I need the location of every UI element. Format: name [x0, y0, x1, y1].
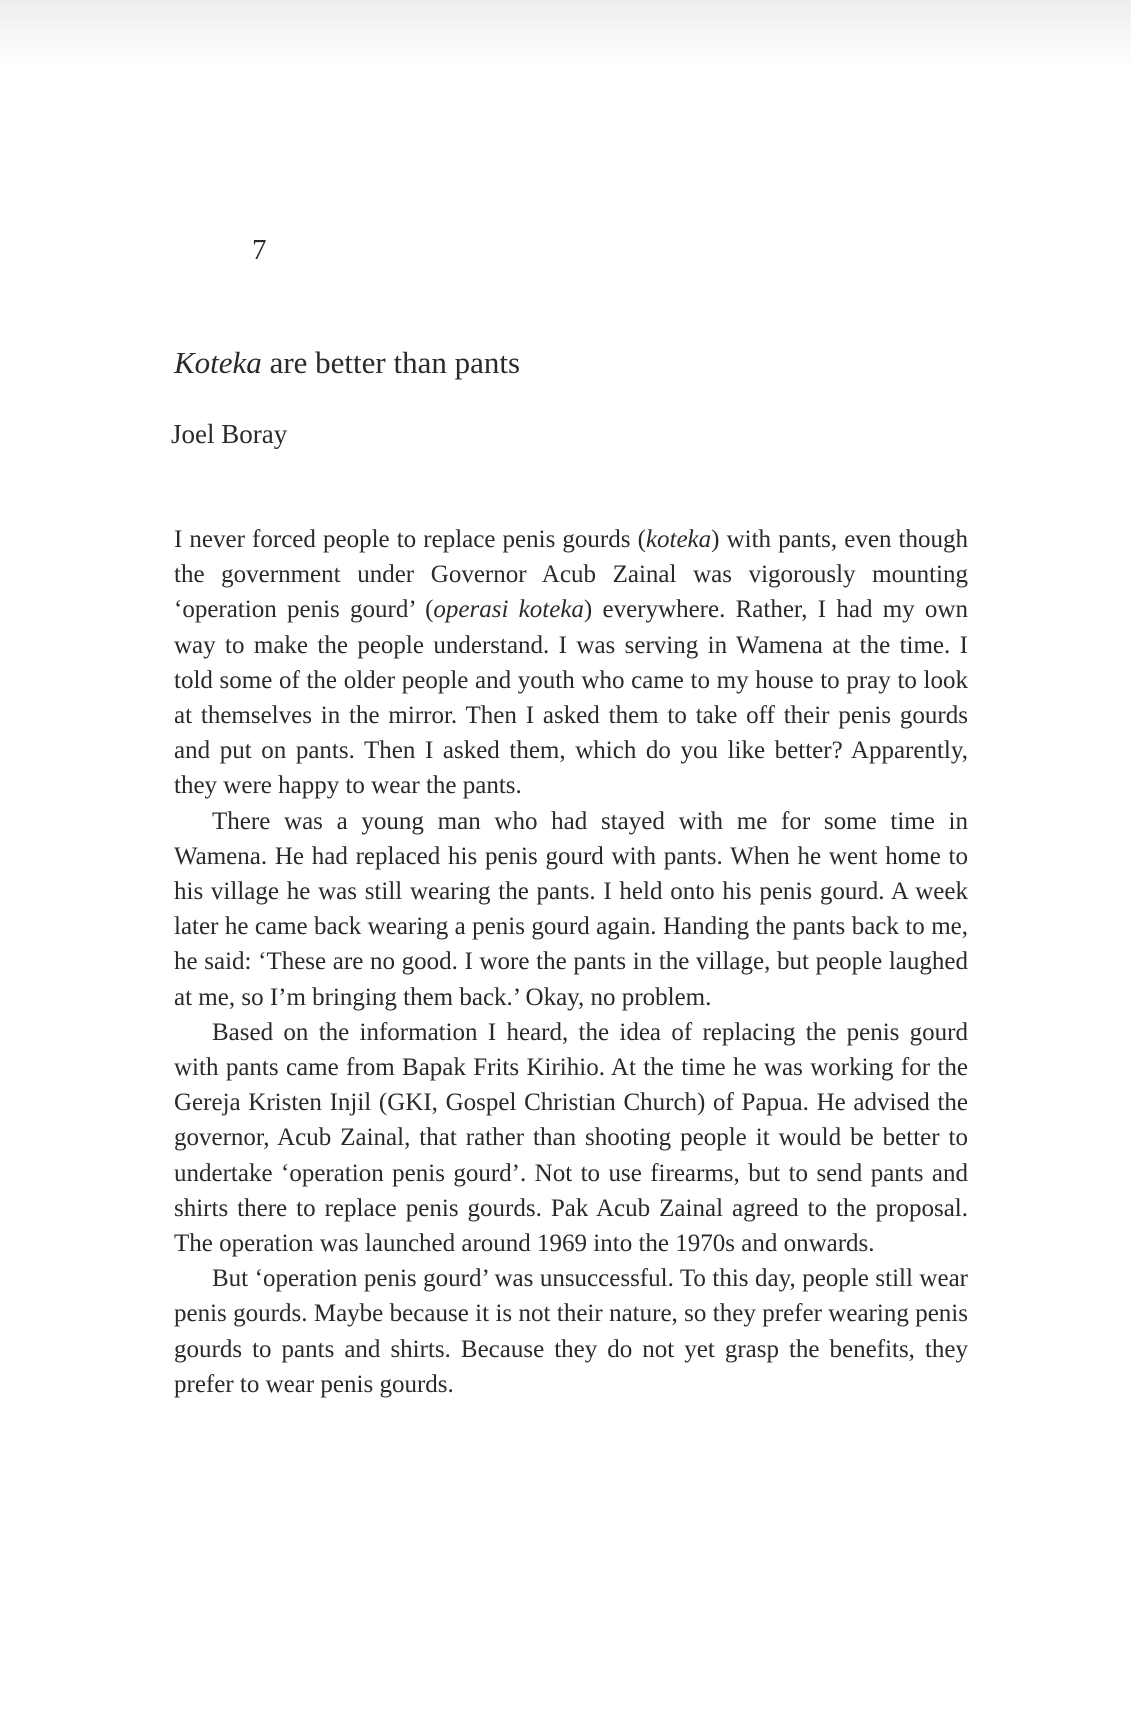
- chapter-title-italic: Koteka: [174, 345, 262, 380]
- paragraph-1-text-b: ) with pants, even though the government under Governor Acub Zainal was vigorously mounting ‘operation penis gourd’ (: [174, 526, 969, 624]
- chapter-author: Joel Boray: [171, 419, 288, 449]
- paragraph-1-italic-operasi-koteka: operasi koteka: [433, 596, 584, 624]
- chapter-number: 7: [252, 234, 267, 266]
- paragraph-4: But ‘operation penis gourd’ was unsuccessful. To this day, people still wear penis gourds. Maybe because it is not their nature, so they prefer wearing penis gourds to pants and shirts. Because they do not yet grasp the benefits, they prefer to wear penis gourds.: [174, 1265, 968, 1398]
- chapter-title-rest: are better than pants: [261, 345, 521, 380]
- paragraph-1: [174, 522, 968, 804]
- chapter-body: [174, 522, 968, 1402]
- paragraph-3: Based on the information I heard, the idea of replacing the penis gourd with pants came from Bapak Frits Kirihio. At the time he was working for the Gereja Kristen Injil (GKI, Gospel Christian Church) of Papua. He advised the governor, Acub Zainal, that rather than shooting people it would be better to undertake ‘operation penis gourd’. Not to use firearms, but to send pants and shirts there to replace penis gourds. Pak Acub Zainal agreed to the proposal. The operation was launched around 1969 into the 1970s and onwards.: [174, 1018, 968, 1258]
- paragraph-1-text-a: I never forced people to replace penis gourds (: [174, 526, 646, 553]
- chapter-title: [174, 344, 520, 381]
- paragraph-1-italic-koteka: koteka: [645, 526, 712, 553]
- paragraph-2: There was a young man who had stayed with me for some time in Wamena. He had replaced his penis gourd with pants. When he went home to his village he was still wearing the pants. I held onto his penis gourd. A week later he came back wearing a penis gourd again. Handing the pants back to me, he said: ‘These are no good. I wore the pants in the village, but people laughed at me, so I’m bringing them back.’ Okay, no problem.: [174, 807, 968, 1011]
- paragraph-1-text-c: ) everywhere. Rather, I had my own way to make the people understand. I was serving in Wamena at the time. I told some of the older people and youth who came to my house to pray to look at themselves in the mirror. Then I asked them to take off their penis gourds and put on pants. Then I asked them, which do you like better? Apparently, they were happy to wear the pants.: [174, 596, 968, 800]
